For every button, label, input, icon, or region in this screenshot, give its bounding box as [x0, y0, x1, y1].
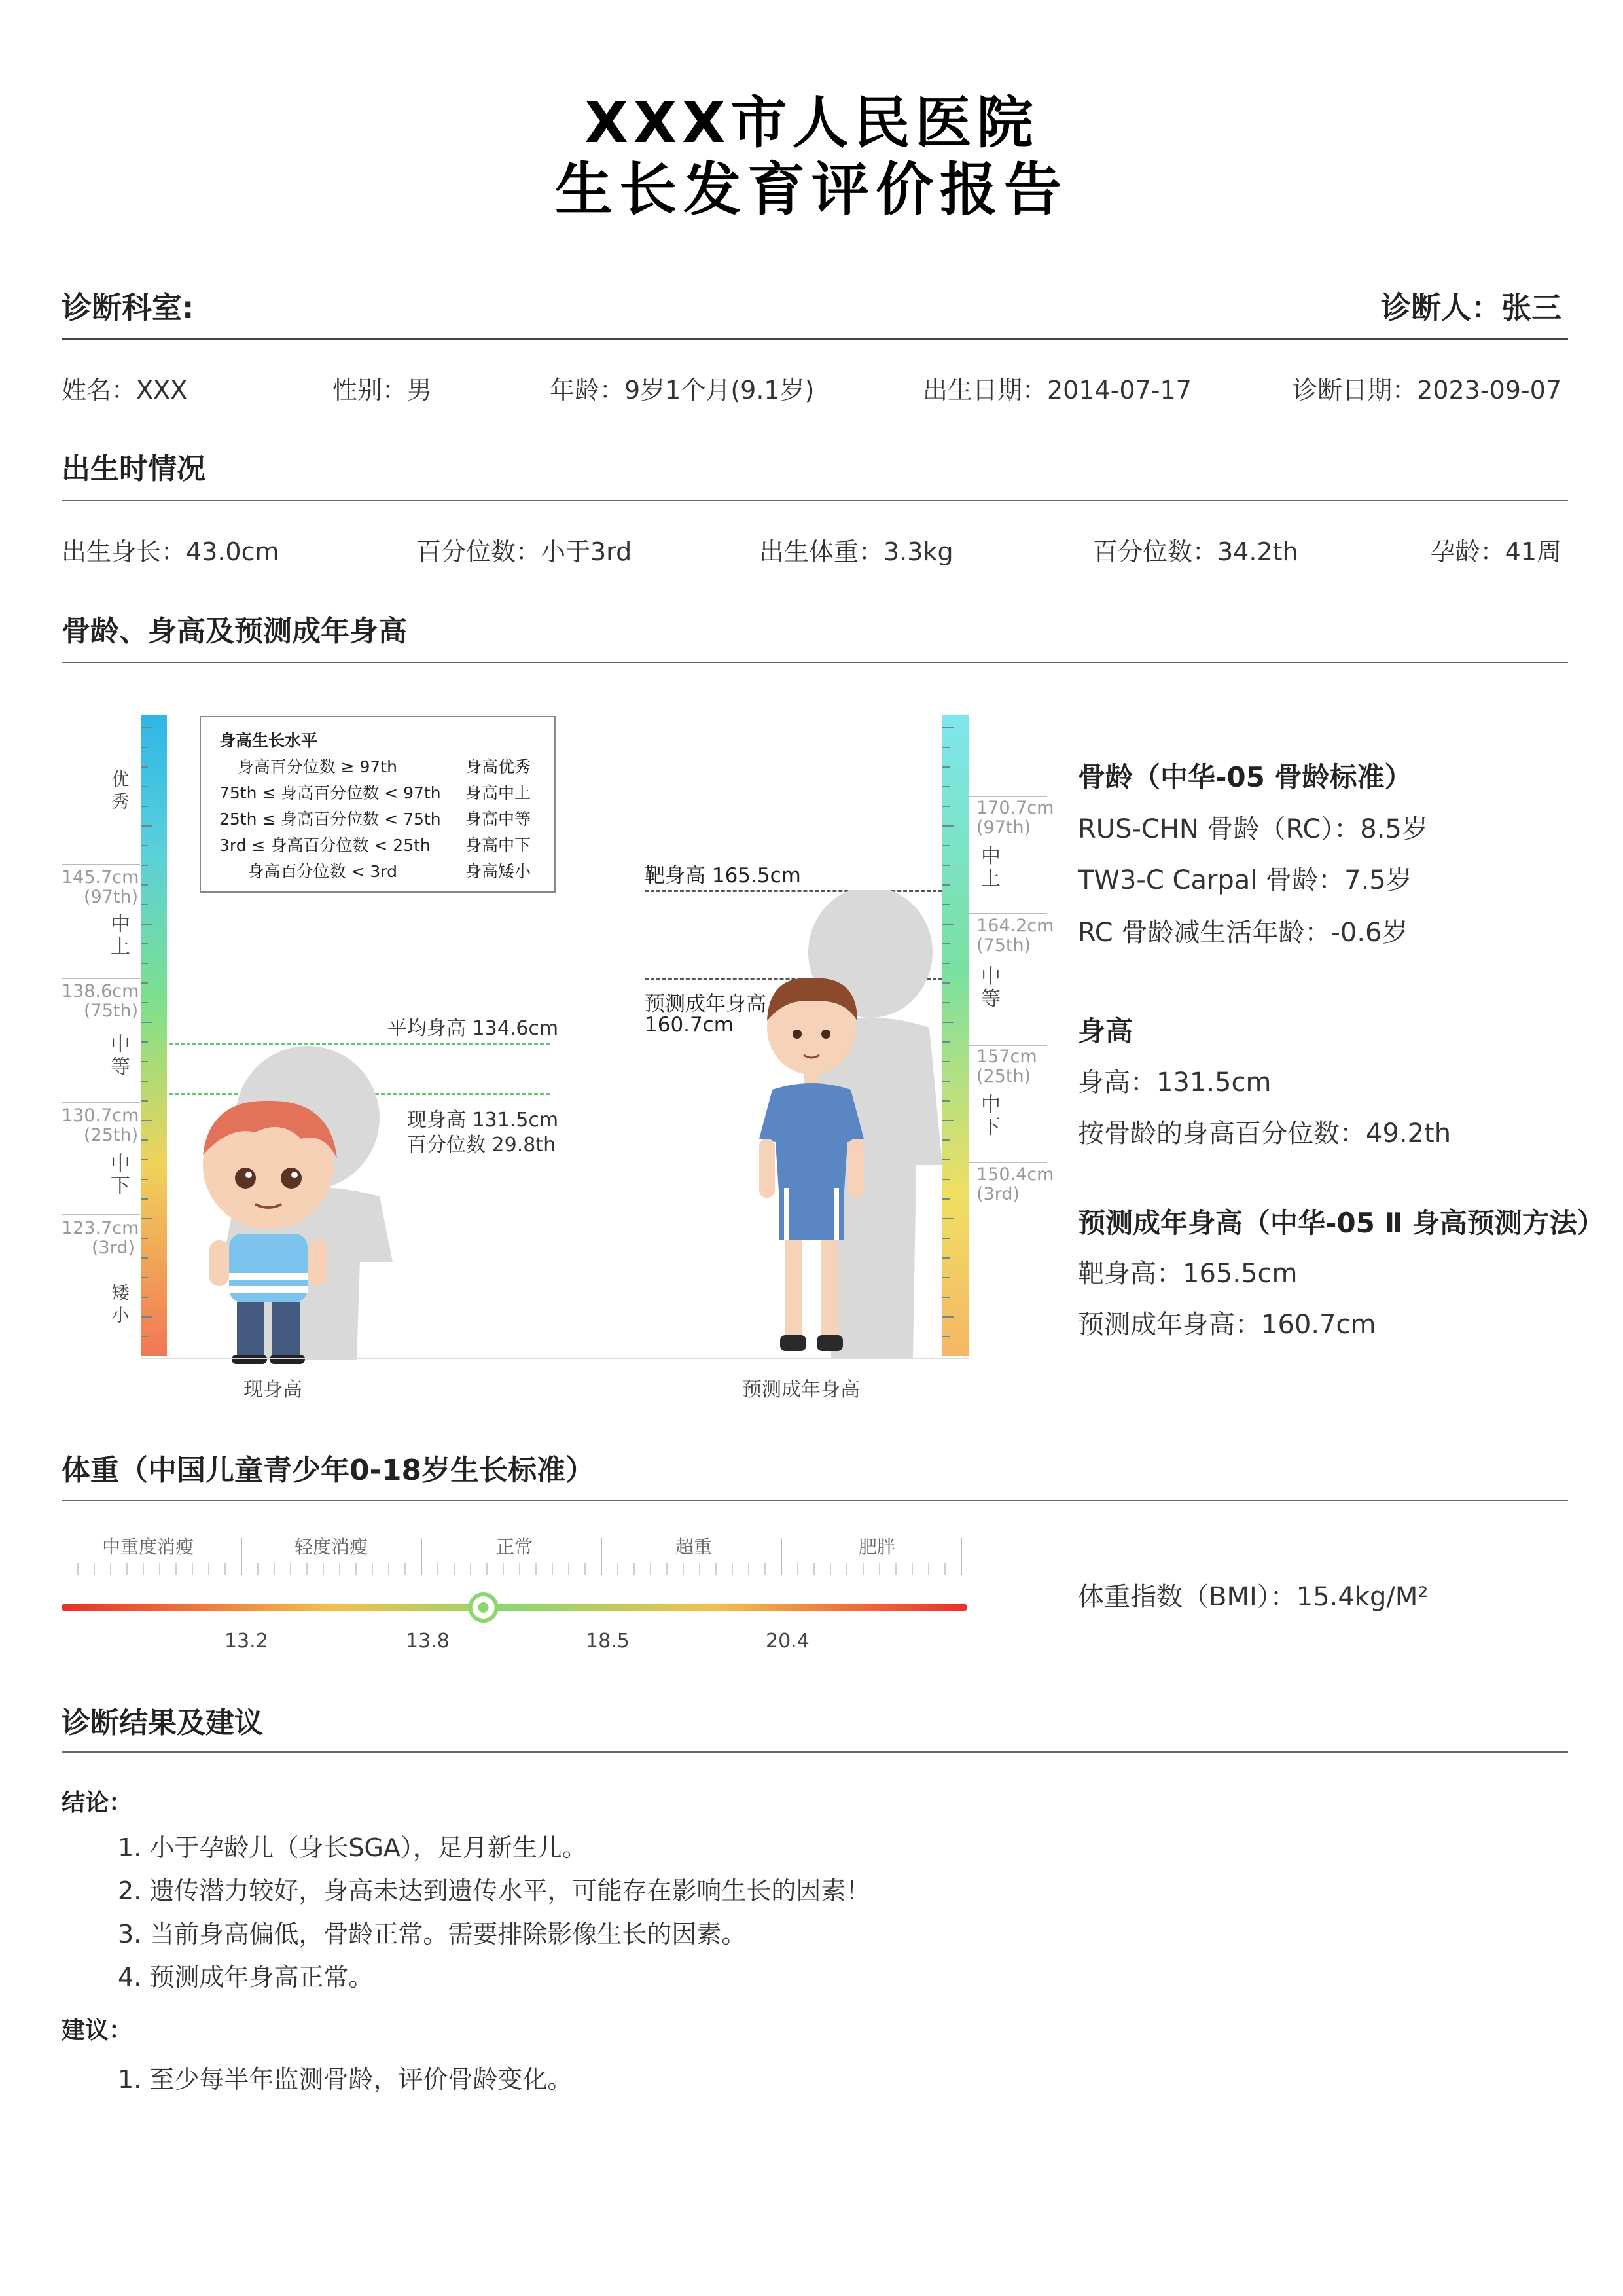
predicted-height-value: 160.7cm [645, 1013, 734, 1037]
predicted-height-label: 预测成年身高 [645, 992, 766, 1016]
diagnosis-divider [62, 1751, 1568, 1753]
birth-length-percentile: 百分位数：小于3rd [416, 537, 632, 566]
bmi-marker-dot [478, 1602, 489, 1613]
patient-age: 年龄：9岁1个月(9.1岁) [550, 376, 815, 404]
hospital-name: XXX市人民医院 [584, 90, 1039, 156]
left-zone-middle: 中 等 [111, 1033, 130, 1079]
target-height-value: 靶身高：165.5cm [1078, 1259, 1298, 1289]
right-mark-25-pct: (25th) [976, 1066, 1031, 1086]
child-predicted-figure [746, 975, 877, 1358]
current-height-label: 现身高 131.5cm [407, 1109, 559, 1132]
height-percentile-by-bone-age: 按骨龄的身高百分位数：49.2th [1078, 1119, 1452, 1149]
weight-heading: 体重（中国儿童青少年0-18岁生长标准） [62, 1454, 595, 1487]
left-zone-lower: 中 下 [111, 1153, 130, 1198]
bmi-threshold-4: 20.4 [766, 1630, 810, 1653]
legend-level-3: 身高中等 [465, 810, 531, 829]
average-height-label: 平均身高 134.6cm [387, 1017, 559, 1040]
height-section-divider [62, 662, 1568, 663]
patient-sex: 性别：男 [332, 376, 433, 404]
height-level-legend [200, 716, 556, 893]
left-zone-short: 矮 小 [111, 1283, 130, 1326]
birth-divider [62, 500, 1568, 501]
advice-item-1: 1. 至少每半年监测骨龄，评价骨龄变化。 [118, 2065, 573, 2094]
bmi-zone-overweight: 超重 [675, 1536, 713, 1558]
right-mark-25-value: 157cm [976, 1047, 1037, 1067]
height-heading: 身高 [1078, 1015, 1133, 1047]
left-mark-75-pct: (75th) [84, 1001, 139, 1021]
left-mark-3-pct: (3rd) [92, 1238, 135, 1258]
conclusion-label: 结论： [62, 1789, 133, 1816]
rus-chn-bone-age: RUS-CHN 骨龄（RC）：8.5岁 [1078, 814, 1428, 844]
left-mark-97-value: 145.7cm [62, 867, 139, 888]
birth-weight: 出生体重：3.3kg [759, 537, 954, 566]
legend-level-1: 身高优秀 [465, 757, 531, 776]
birth-heading: 出生时情况 [62, 452, 205, 486]
bone-age-minus-age: RC 骨龄减生活年龄：-0.6岁 [1078, 918, 1408, 948]
left-mark-97-pct: (97th) [84, 887, 139, 907]
right-mark-3-value: 150.4cm [976, 1164, 1054, 1185]
predicted-height-caption: 预测成年身高 [742, 1378, 860, 1401]
doctor-label: 诊断人：张三 [1381, 290, 1561, 325]
bmi-zone-normal: 正常 [496, 1536, 533, 1558]
tw3-carpal-bone-age: TW3-C Carpal 骨龄：7.5岁 [1078, 865, 1412, 895]
birth-weight-percentile: 百分位数：34.2th [1093, 537, 1298, 566]
bone-age-heading: 骨龄（中华-05 骨龄标准） [1078, 761, 1412, 793]
left-zone-excellent: 优 秀 [111, 770, 130, 812]
bmi-zone-obese: 肥胖 [859, 1536, 896, 1558]
current-height-value: 身高：131.5cm [1078, 1067, 1272, 1098]
legend-title: 身高生长水平 [219, 731, 318, 750]
conclusion-item-3: 3. 当前身高偏低，骨龄正常。需要排除影像生长的因素。 [118, 1920, 747, 1948]
legend-range-2: 75th ≤ 身高百分位数 < 97th [219, 783, 441, 802]
figure-baseline [141, 1358, 969, 1359]
bmi-value: 体重指数（BMI）：15.4kg/M² [1078, 1582, 1429, 1612]
advice-label: 建议： [62, 2017, 133, 2044]
conclusion-item-1: 1. 小于孕龄儿（身长SGA），足月新生儿。 [118, 1833, 587, 1862]
patient-birth-date: 出生日期：2014-07-17 [923, 376, 1192, 404]
legend-range-5: 身高百分位数 < 3rd [247, 862, 397, 881]
target-height-label: 靶身高 165.5cm [645, 864, 801, 888]
height-section-heading: 骨龄、身高及预测成年身高 [62, 615, 407, 648]
diagnosis-date: 诊断日期：2023-09-07 [1293, 376, 1561, 404]
bmi-zone-mild-thin: 轻度消瘦 [294, 1536, 368, 1558]
right-mark-3-pct: (3rd) [976, 1184, 1020, 1204]
weight-divider [62, 1500, 1568, 1501]
legend-range-1: 身高百分位数 ≥ 97th [237, 757, 397, 776]
right-mark-75-value: 164.2cm [976, 916, 1054, 936]
report-title: 生长发育评价报告 [554, 156, 1068, 223]
birth-length: 出生身长：43.0cm [62, 537, 279, 566]
left-mark-3-value: 123.7cm [62, 1218, 139, 1238]
average-height-line [169, 1043, 550, 1045]
conclusion-item-4: 4. 预测成年身高正常。 [118, 1963, 374, 1992]
legend-level-2: 身高中上 [465, 783, 531, 802]
right-mark-75-pct: (75th) [976, 935, 1031, 956]
current-height-ruler [141, 715, 167, 1356]
gestational-age: 孕龄：41周 [1430, 537, 1561, 566]
bmi-threshold-2: 13.8 [406, 1630, 450, 1653]
predicted-adult-height-value: 预测成年身高：160.7cm [1078, 1310, 1376, 1340]
bmi-threshold-1: 13.2 [224, 1630, 268, 1653]
patient-name: 姓名：XXX [62, 376, 188, 404]
right-zone-upper: 中 上 [981, 845, 1001, 890]
legend-range-4: 3rd ≤ 身高百分位数 < 25th [219, 836, 431, 855]
legend-level-5: 身高矮小 [465, 862, 531, 881]
current-height-caption: 现身高 [243, 1378, 302, 1401]
current-height-percentile: 百分位数 29.8th [407, 1134, 556, 1157]
right-mark-97-value: 170.7cm [976, 798, 1054, 818]
bmi-threshold-3: 18.5 [586, 1630, 630, 1653]
left-mark-25-pct: (25th) [84, 1125, 139, 1145]
department-label: 诊断科室: [62, 290, 194, 325]
left-zone-upper: 中 上 [111, 913, 130, 958]
left-mark-25-value: 130.7cm [62, 1105, 139, 1126]
predicted-adult-height-heading: 预测成年身高（中华-05 Ⅱ 身高预测方法） [1078, 1207, 1605, 1239]
predicted-height-ruler [942, 715, 969, 1356]
header-divider [62, 338, 1568, 340]
right-mark-97-pct: (97th) [976, 817, 1031, 838]
child-current-figure [183, 1093, 353, 1365]
right-zone-middle: 中 等 [981, 965, 1001, 1011]
legend-level-4: 身高中下 [465, 836, 531, 855]
conclusion-item-2: 2. 遗传潜力较好，身高未达到遗传水平，可能存在影响生长的因素！ [118, 1876, 871, 1905]
legend-range-3: 25th ≤ 身高百分位数 < 75th [219, 810, 441, 829]
right-zone-lower: 中 下 [981, 1094, 1001, 1139]
diagnosis-heading: 诊断结果及建议 [62, 1706, 263, 1740]
left-mark-75-value: 138.6cm [62, 981, 139, 1001]
bmi-zone-severe-thin: 中重度消瘦 [102, 1536, 194, 1558]
